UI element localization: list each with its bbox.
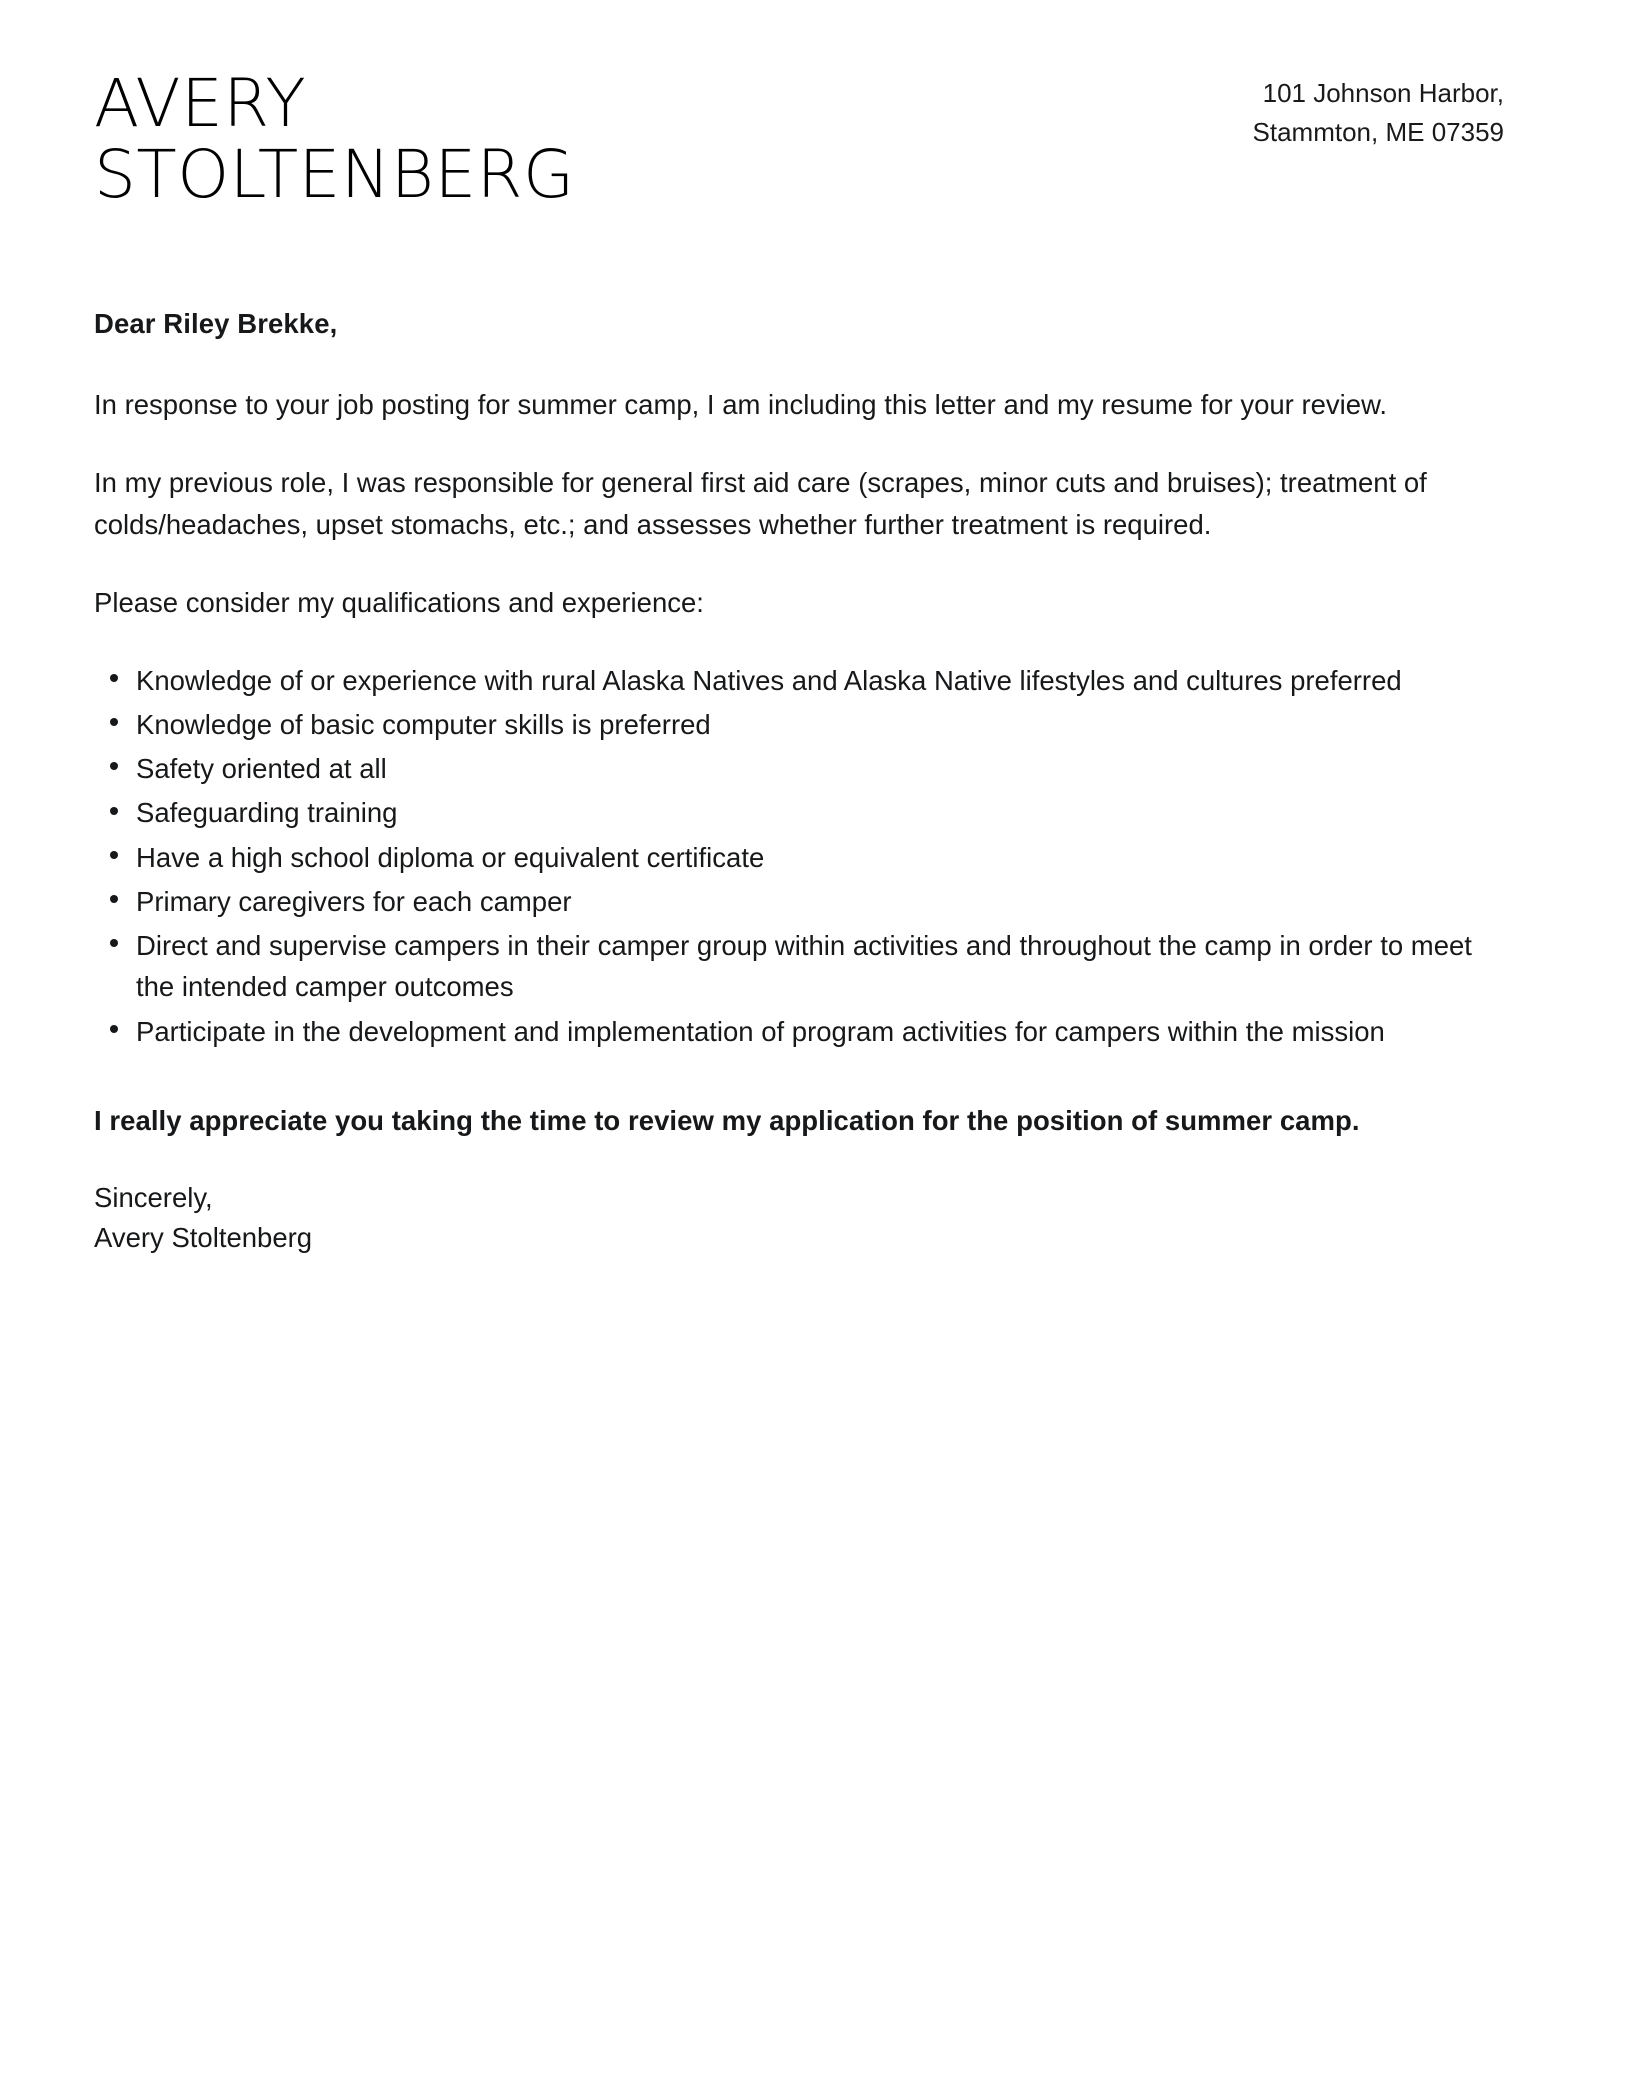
list-item — [94, 837, 1494, 878]
paragraph-qualifications-lead: Please consider my qualifications and experience: — [94, 586, 704, 618]
list-item — [94, 925, 1494, 1008]
bullet-icon — [110, 718, 118, 726]
list-item-text: Direct and supervise campers in their camper group within activities and throughout the camp in order to meet the intended camper outcomes — [136, 930, 1472, 1003]
list-item — [94, 792, 1494, 833]
list-item-text: Have a high school diploma or equivalent certificate — [136, 841, 765, 873]
address-line-2: Stammton, ME 07359 — [1252, 117, 1504, 147]
list-item-text: Primary caregivers for each camper — [136, 885, 572, 917]
sender-name: AVERY STOLTENBERG — [94, 65, 575, 214]
bullet-icon — [110, 895, 118, 903]
list-item — [94, 704, 1494, 745]
list-item — [94, 881, 1494, 922]
bullet-icon — [110, 851, 118, 859]
bullet-icon — [110, 939, 118, 947]
list-item-text: Safety oriented at all — [136, 753, 387, 785]
list-item — [94, 748, 1494, 789]
list-item-text: Participate in the development and implementation of program activities for campers within the mission — [136, 1015, 1385, 1047]
letter-header — [94, 60, 1504, 214]
bullet-icon — [110, 1025, 118, 1033]
address-line-1: 101 Johnson Harbor, — [1262, 78, 1504, 108]
bullet-icon — [110, 807, 118, 815]
letter-body — [94, 303, 1504, 1259]
closing-statement: I really appreciate you taking the time to review my application for the position of summer camp. — [94, 1104, 1360, 1136]
list-item-text: Safeguarding training — [136, 797, 398, 829]
list-item-text: Knowledge of basic computer skills is preferred — [136, 708, 711, 740]
paragraph-experience: In my previous role, I was responsible for general first aid care (scrapes, minor cuts and bruises); treatment of colds/headaches, upset stomachs, etc.; and assesses whether further treatment is required. — [94, 467, 1427, 540]
sender-address-block — [1253, 60, 1504, 152]
qualifications-list — [94, 660, 1494, 1052]
sender-name-block — [94, 60, 701, 214]
paragraph-intro: In response to your job posting for summer camp, I am including this letter and my resume for your review. — [94, 389, 1388, 421]
bullet-icon — [110, 674, 118, 682]
list-item — [94, 1011, 1494, 1052]
list-item — [94, 660, 1494, 701]
bullet-icon — [110, 762, 118, 770]
list-item-text: Knowledge of or experience with rural Alaska Natives and Alaska Native lifestyles and cultures preferred — [136, 664, 1402, 696]
salutation: Dear Riley Brekke, — [94, 307, 338, 339]
signoff-block — [94, 1178, 1504, 1259]
signoff-closing: Sincerely, — [94, 1181, 213, 1213]
signoff-name: Avery Stoltenberg — [94, 1222, 313, 1254]
